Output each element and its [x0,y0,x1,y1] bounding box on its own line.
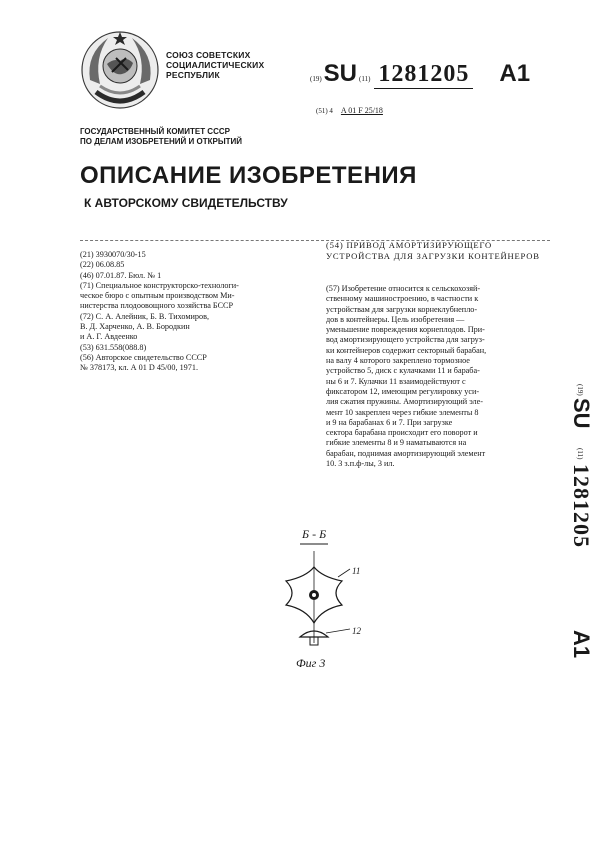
abstract-line: (57) Изобретение относится к сельскохозяй- [326,284,481,293]
country-code: SU [323,60,358,87]
ipc-code: (51) 4 [316,107,333,115]
state-line: РЕСПУБЛИК [166,70,220,80]
vertical-code-11: (11) [576,448,584,460]
shaft-hole [312,593,316,597]
abstract-line: на валу 4 которого закреплено тормозное [326,356,470,366]
abstract-line: гибкие элементы 8 и 9 наматываются на [326,438,467,448]
committee-line: ПО ДЕЛАМ ИЗОБРЕТЕНИЙ И ОТКРЫТИЙ [80,137,243,146]
bibliographic-data [80,250,316,374]
abstract-line: вод амортизирующего устройства для загруз- [326,335,485,345]
patent-number-line [310,60,530,86]
abstract-line: ны 6 и 7. Кулачки 11 взаимодействуют с [326,376,466,386]
invention-title: (54) ПРИВОД АМОРТИЗИРУЮЩЕГО УСТРОЙСТВА ДЛЯ ЗАГРУЗКИ КОНТЕЙНЕРОВ [326,240,540,261]
figure-drawing [270,525,390,675]
document-subtitle: К АВТОРСКОМУ СВИДЕТЕЛЬСТВУ [84,196,288,210]
abstract-line: и 9 на барабанах 6 и 7. При загрузке [326,417,453,427]
abstract-line: лия сжатия пружины. Амортизирующий эле- [326,397,484,407]
abstract-line: уменьшение повреждения корнеплодов. При- [326,325,485,335]
abstract [326,284,548,469]
abstract-line: сектора барабана происходит его поворот и [326,428,478,438]
biblio-line: (71) Специальное конструкторско-технологи- [80,280,239,290]
figure-caption: Фиг 3 [296,656,326,670]
callout-12: 12 [352,626,361,636]
abstract-line: ки контейнеров содержит секторный барабан, [326,345,487,355]
abstract-line: фиксатором 12, имеющим регулировку уси- [326,386,480,396]
committee-line: ГОСУДАРСТВЕННЫЙ КОМИТЕТ СССР [80,127,230,136]
abstract-line: 10. 3 з.п.ф-лы, 3 ил. [326,459,395,469]
biblio-line: ческое бюро с опытным производством Ми- [80,291,235,301]
abstract-line: устройствам для загрузки корнеклубнепло- [326,304,478,314]
leader-12 [326,629,350,633]
biblio-line: (53) 631.558(088.8) [80,342,147,352]
biblio-line: В. Д. Харченко, А. В. Бородкин [80,322,190,332]
biblio-line: (56) Авторское свидетельство СССР [80,352,207,362]
vertical-patent-number [548,380,594,690]
abstract-line: дов в контейнеры. Цель изобретения — [326,314,465,324]
callout-11: 11 [352,566,361,576]
biblio-line: № 378173, кл. А 01 D 45/00, 1971. [80,363,198,373]
ussr-emblem [78,28,162,112]
biblio-line: (21) 3930070/30-15 [80,250,146,259]
document-title: ОПИСАНИЕ ИЗОБРЕТЕНИЯ [80,162,417,189]
code-19: (19) [310,75,322,83]
kind-code: A1 [499,60,531,87]
state-name [166,50,264,80]
vertical-kind-code: A1 [569,630,594,659]
patent-number: 1281205 [374,61,473,89]
state-line: СОЮЗ СОВЕТСКИХ [166,50,251,60]
biblio-line: (46) 07.01.87. Бюл. № 1 [80,270,162,280]
abstract-line: мент 10 закреплен через гибкие элементы 8 [326,407,479,417]
committee-name [80,127,242,147]
biblio-line: (22) 06.08.85 [80,260,125,270]
vertical-code-19: (19) [576,384,584,396]
abstract-line: барабан, поднимая амортизирующий элемент [326,448,486,458]
section-label: Б - Б [302,527,327,541]
abstract-line: ственному машиностроению, в частности к [326,294,479,304]
ipc-value: A 01 F 25/18 [340,106,383,115]
vertical-patent-number-text: 1281205 [569,464,594,548]
abstract-line: устройство 5, диск с кулачками 11 и бараба- [326,366,480,376]
leader-11 [338,569,350,577]
biblio-line: и А. Г. Авдеенко [80,332,138,342]
code-11: (11) [359,75,371,83]
vertical-country-code: SU [569,398,594,429]
ipc-classification [316,106,383,115]
biblio-line: нистерства плодоовощного хозяйства БССР [80,301,234,311]
biblio-line: (72) С. А. Алейник, Б. В. Тихомиров, [80,311,210,321]
state-line: СОЦИАЛИСТИЧЕСКИХ [166,60,265,70]
